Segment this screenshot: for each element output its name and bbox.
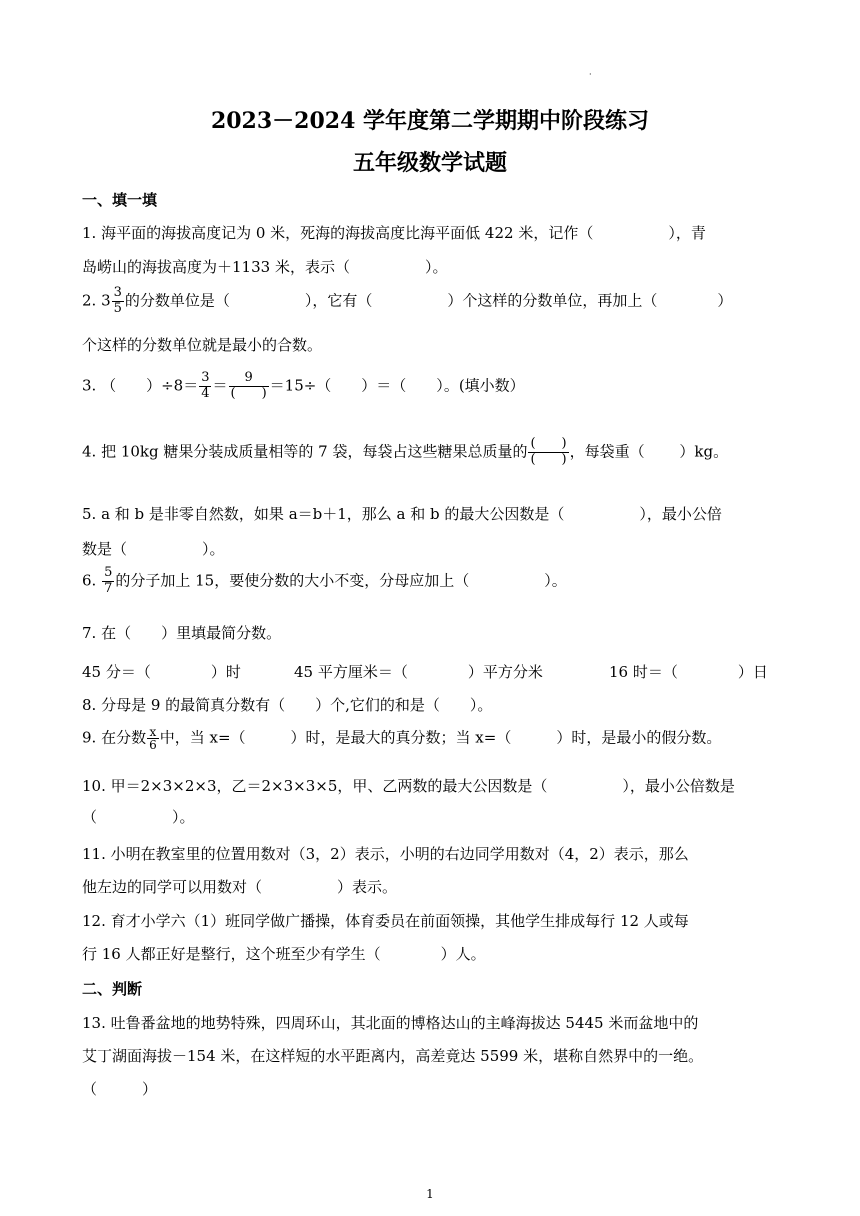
question-13-line-1: 13. 吐鲁番盆地的地势特殊，四周环山，其北面的博格达山的主峰海拔达 5445 米而盆地中的 [82, 1014, 699, 1032]
section-judge-heading: 二、判断 [82, 980, 143, 998]
question-7-item-2: 45 平方厘米＝（ ）平方分米 [294, 663, 543, 681]
question-9 [82, 726, 721, 751]
question-13-line-2: 艾丁湖面海拔－154 米，在这样短的水平距离内，高差竟达 5599 米，堪称自然界中的一绝。 [82, 1047, 704, 1065]
question-5-line-1: 5. a 和 b 是非零自然数，如果 a＝b＋1，那么 a 和 b 的最大公因数是（ ），最小公倍 [82, 505, 722, 523]
fraction-3-4 [199, 371, 211, 402]
exam-subtitle: 五年级数学试题 [352, 150, 507, 176]
mixed-number-integer: 3 [101, 291, 111, 310]
question-7-item-3: 16 时＝（ ）日 [609, 663, 768, 681]
question-12-line-2: 行 16 人都正好是整行，这个班至少有学生（ ）人。 [82, 945, 486, 963]
fraction-numerator: 5 [104, 565, 113, 580]
question-2-line-1 [82, 286, 732, 317]
question-5-line-2: 数是（ ）。 [82, 540, 225, 558]
question-2-text: 的分数单位是（ ），它有（ ）个这样的分数单位，再加上（ ） [124, 291, 733, 310]
question-7-item-1: 45 分＝（ ）时 [82, 663, 241, 681]
question-10-line-2: （ ）。 [82, 808, 195, 826]
fraction-3-5 [112, 286, 124, 317]
question-8: 8. 分母是 9 的最简真分数有（ ）个,它们的和是（ ）。 [82, 696, 493, 714]
fraction-x-6 [147, 726, 159, 751]
question-4-part-2: ，每袋重（ ）kg。 [569, 442, 729, 461]
question-1-line-2: 岛崂山的海拔高度为＋1133 米，表示（ ）。 [82, 258, 448, 276]
question-4-part-1: 4. 把 10kg 糖果分装成质量相等的 7 袋，每袋占这些糖果总质量的 [82, 442, 528, 461]
question-3 [82, 371, 525, 402]
question-11-line-1: 11. 小明在教室里的位置用数对（3，2）表示，小明的右边同学用数对（4，2）表示，那么 [82, 845, 689, 863]
question-3-part-1: 3. （ ）÷8＝ [82, 376, 199, 395]
question-3-part-2: ＝ [212, 376, 228, 395]
fraction-denominator: 4 [201, 385, 210, 401]
question-3-part-3: ＝15÷（ ）＝（ ）。(填小数） [269, 376, 525, 395]
fraction-5-7 [102, 566, 114, 597]
fraction-numerator: 3 [113, 285, 122, 300]
question-12-line-1: 12. 育才小学六（1）班同学做广播操，体育委员在前面领操，其他学生排成每行 12 人或每 [82, 912, 689, 930]
question-11-line-2: 他左边的同学可以用数对（ ）表示。 [82, 878, 398, 896]
fraction-9-blank [229, 371, 269, 402]
question-2-prefix: 2. [82, 291, 102, 310]
question-6-text: 的分子加上 15，要使分数的大小不变，分母应加上（ ）。 [115, 571, 567, 590]
question-6 [82, 566, 567, 597]
fraction-denominator: 6 [149, 738, 157, 752]
question-10-line-1: 10. 甲＝2×3×2×3，乙＝2×3×3×5，甲、乙两数的最大公因数是（ ），最小公倍数是 [82, 777, 735, 795]
fraction-numerator: 3 [201, 370, 210, 385]
page-dot: · [589, 70, 592, 79]
fraction-numerator: ( ) [530, 436, 567, 451]
question-13-line-3: （ ） [82, 1080, 158, 1098]
question-2-line-2: 个这样的分数单位就是最小的合数。 [82, 336, 323, 354]
fraction-numerator: x [147, 726, 159, 739]
question-9-part-1: 9. 在分数 [82, 728, 147, 747]
question-4 [82, 437, 728, 468]
page-number: 1 [426, 1187, 434, 1201]
fraction-denominator: ( ) [230, 385, 267, 401]
exam-title: 2023－2024 学年度第二学期期中阶段练习 [210, 108, 650, 134]
fraction-denominator: 7 [104, 580, 113, 596]
question-9-part-2: 中，当 x=（ ）时，是最大的真分数；当 x=（ ）时，是最小的假分数。 [159, 728, 722, 747]
fraction-numerator: 9 [229, 371, 269, 387]
question-7-instruction: 7. 在（ ）里填最简分数。 [82, 624, 282, 642]
question-6-prefix: 6. [82, 571, 102, 590]
fraction-denominator: ( ) [530, 451, 567, 467]
section-fill-in-heading: 一、填一填 [82, 191, 158, 209]
question-1-line-1: 1. 海平面的海拔高度记为 0 米，死海的海拔高度比海平面低 422 米，记作（ ），青 [82, 224, 706, 242]
fraction-denominator: 5 [113, 300, 122, 316]
fraction-blank-blank [528, 437, 568, 468]
